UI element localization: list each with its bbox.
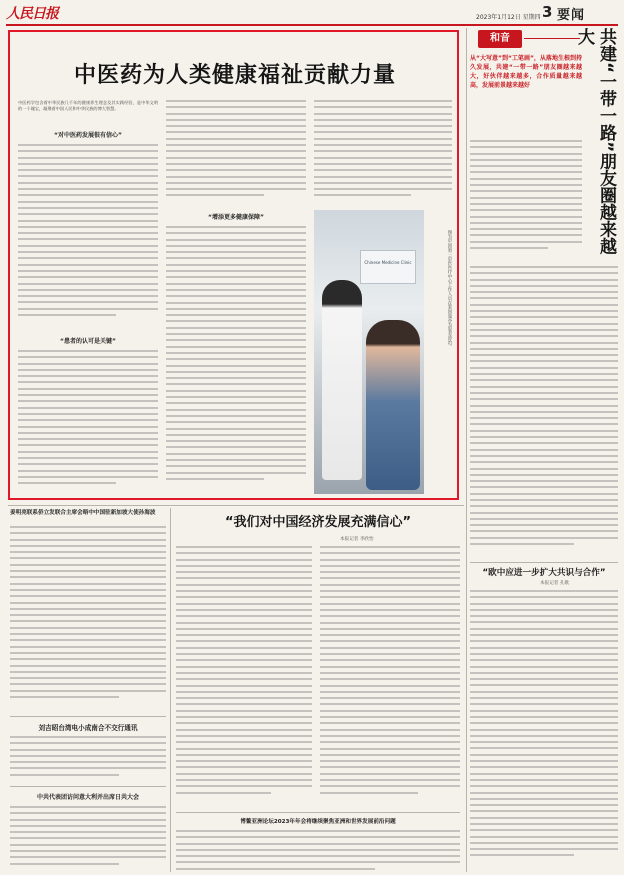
column-headline: 共建“一带一路”朋友圈越来越大: [574, 28, 616, 255]
article-b-headline: “我们对中国经济发展充满信心”: [224, 515, 412, 530]
masthead-date: 2023年1月12日 星期四: [476, 14, 541, 21]
brief-1-headline: 姜明亮联系侨立发联合主席会晤中中国驻新加坡大使孙海波: [10, 510, 156, 516]
lead-photo-caption: 图为中国第三中医医疗中心工作人员在泰国曼谷为患者诊治。: [447, 230, 452, 349]
photo-wall-sign: [360, 250, 416, 284]
brief-3-rule: [10, 786, 166, 787]
lead-headline: 中医药为人类健康福祉贡献力量: [73, 63, 396, 88]
page-number: 3: [542, 3, 553, 21]
lead-col1-text-b: [18, 350, 158, 494]
masthead-logo: 人民日报: [6, 6, 58, 22]
lead-col2-text-a: [166, 100, 306, 204]
page-section-title: 要闻: [557, 8, 586, 23]
brief-3-headline: 中共代表团访问意大利并出席日共大会: [36, 794, 139, 801]
brief-3-text: [10, 806, 166, 870]
brief-2-rule: [10, 716, 166, 717]
lead-col2-text-b: [166, 226, 306, 494]
column-text-a: [470, 140, 582, 262]
lead-intro: 中医药学包含着中华民族几千年的健康养生理念及其实践经验，是中华文明的一个瑰宝，凝聚着中国人民和中华民族的博大智慧。: [18, 100, 158, 112]
photo-sign-text: Chinese Medicine Clinic: [364, 260, 412, 265]
article-c-headline: “欧中应进一步扩大共识与合作”: [482, 568, 606, 578]
article-c-divider-v: [466, 508, 467, 872]
brief-2-headline: 刘吉昭台湾电小成南合不交行通讯: [38, 724, 138, 732]
lead-subheading-3: “增添更多健康保障”: [208, 214, 264, 221]
column-divider: [466, 28, 467, 558]
photo-patient: [366, 320, 420, 490]
article-b-byline: 本报记者 李欣怡: [340, 537, 374, 542]
lead-col3-text: [314, 100, 452, 206]
article-b-col-2: [320, 546, 460, 808]
column-lead-quote: 从“大写意”到“工笔画”，从落地生根到持久发展，共建“一带一路”朋友圈越来越大，好伙伴越来越多，合作质量越来越高，发展前景越来越好: [470, 55, 582, 89]
lead-col1-text-a: [18, 144, 158, 328]
masthead-rule: [6, 24, 618, 26]
lead-photo: [314, 210, 424, 494]
lead-subheading-2: “患者的认可是关键”: [60, 338, 116, 345]
article-c-rule: [470, 562, 618, 563]
brief-1-text: [10, 526, 166, 710]
brief-2-text: [10, 736, 166, 780]
brief-4-rule: [176, 812, 460, 813]
brief-4-headline: 博鳌亚洲论坛2023年年会将继续聚焦亚洲和世界发展前沿问题: [240, 819, 396, 825]
brief-4-text: [176, 830, 460, 872]
article-c-byline: 本报记者 孔歌: [540, 581, 570, 586]
column-tag-rule: [524, 38, 580, 39]
article-b-col-1: [176, 546, 312, 808]
article-c-text: [470, 590, 618, 872]
column-text-b: [470, 266, 618, 556]
photo-doctor: [322, 280, 362, 480]
section-divider: [8, 505, 464, 506]
column-tag: 和音: [478, 30, 522, 48]
left-col-divider: [170, 508, 171, 872]
lead-subheading-1: “对中医药发展很有信心”: [54, 132, 122, 139]
